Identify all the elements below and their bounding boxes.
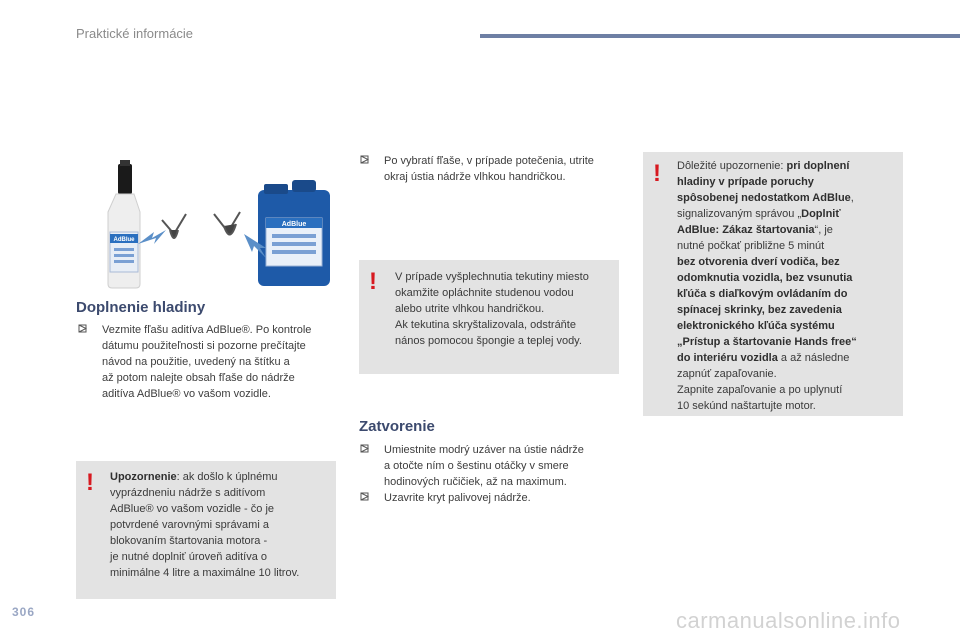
- important-line: Dôležité upozornenie: pri doplnení: [677, 160, 850, 172]
- important-line: „Prístup a štartovanie Hands free“: [677, 336, 857, 348]
- warning-line: AdBlue® vo vašom vozidle - čo je: [110, 503, 275, 515]
- warning-box-right: [643, 152, 903, 416]
- warning-line: potvrdené varovnými správami a: [110, 519, 269, 531]
- wipe-step-bullet: [360, 153, 622, 187]
- important-line: bez otvorenia dverí vodiča, bez: [677, 256, 840, 268]
- important-line: do interiéru vozidla a až následne: [677, 352, 850, 364]
- header-accent-bar: [480, 34, 960, 38]
- wipe-line: Po vybratí fľaše, v prípade potečenia, utrite: [384, 155, 594, 167]
- spill-line: V prípade vyšplechnutia tekutiny miesto: [395, 271, 589, 283]
- adblue-canister-image: [258, 180, 330, 286]
- warning-line: blokovaním štartovania motora -: [110, 535, 268, 547]
- spill-line: okamžite opláchnite studenou vodou: [395, 287, 574, 299]
- refill-line: aditíva AdBlue® vo vašom vozidle.: [102, 388, 271, 400]
- important-line: AdBlue: Zákaz štartovania“, je: [677, 224, 833, 236]
- arrow-bullet-icon: [360, 155, 369, 164]
- closing-section-title: Zatvorenie: [359, 418, 435, 435]
- spill-line: nános pomocou špongie a teplej vody.: [395, 335, 582, 347]
- closing-line: hodinových ručičiek, až na maximum.: [384, 476, 567, 488]
- filler-nozzle-icon: [162, 214, 186, 238]
- warning-box-middle: [359, 260, 619, 374]
- important-line: kľúča s diaľkovým ovládaním do: [677, 288, 848, 300]
- arrow-bullet-icon: [78, 324, 87, 333]
- closing-line: Uzavrite kryt palivovej nádrže.: [384, 492, 531, 504]
- adblue-bottle-image: [108, 160, 140, 288]
- important-line: zapnúť zapaľovanie.: [677, 368, 777, 380]
- wipe-line: okraj ústia nádrže vlhkou handričkou.: [384, 171, 566, 183]
- warning-exclamation-icon: !: [369, 268, 377, 295]
- important-line: Zapnite zapaľovanie a po uplynutí: [677, 384, 843, 396]
- warning-exclamation-icon: !: [653, 160, 661, 187]
- spill-line: alebo utrite vlhkou handričkou.: [395, 303, 545, 315]
- filler-nozzle-icon-2: [214, 212, 240, 235]
- spill-line: Ak tekutina skryštalizovala, odstráňte: [395, 319, 576, 331]
- closing-line: a otočte ním o šestinu otáčky v smere: [384, 460, 569, 472]
- important-line: 10 sekúnd naštartujte motor.: [677, 400, 816, 412]
- warning-line: je nutné doplniť úroveň aditíva o: [110, 551, 268, 563]
- canister-label: AdBlue: [281, 221, 307, 228]
- important-line: elektronického kľúča systému: [677, 320, 835, 332]
- warning-box-left: [76, 461, 336, 599]
- refill-section-title: Doplnenie hladiny: [76, 299, 206, 316]
- arrow-bullet-icon: [360, 444, 369, 453]
- closing-line: Umiestnite modrý uzáver na ústie nádrže: [384, 444, 584, 456]
- bottle-label: AdBlue: [113, 237, 135, 243]
- closing-step-bullet: [360, 442, 622, 492]
- warning-line: minimálne 4 litre a maximálne 10 litrov.: [110, 567, 300, 579]
- section-header: Praktické informácie: [76, 26, 194, 41]
- warning-exclamation-icon: !: [86, 469, 94, 496]
- important-line: odomknutia vozidla, bez vsunutia: [677, 272, 853, 284]
- page-number: 306: [12, 605, 36, 619]
- important-line: signalizovaným správou „Doplniť: [677, 208, 841, 220]
- refill-line: dátumu použiteľnosti si pozorne prečítajte: [102, 340, 306, 352]
- adblue-illustration: [96, 160, 336, 290]
- warning-line: vyprázdneniu nádrže s aditívom: [110, 487, 266, 499]
- refill-line: až potom nalejte obsah fľaše do nádrže: [102, 372, 295, 384]
- closing-step-bullet-2: [360, 490, 622, 508]
- watermark: carmanualsonline.info: [676, 608, 901, 633]
- important-line: hladiny v prípade poruchy: [677, 176, 814, 188]
- refill-step-bullet: [78, 322, 348, 406]
- important-line: spínacej skrinky, bez zavedenia: [677, 304, 842, 316]
- warning-line: Upozornenie: ak došlo k úplnému: [110, 471, 278, 483]
- arrow-bullet-icon: [360, 492, 369, 501]
- refill-line: Vezmite fľašu aditíva AdBlue®. Po kontrole: [102, 324, 312, 336]
- important-line: nutné počkať približne 5 minút: [677, 240, 825, 252]
- important-line: spôsobenej nedostatkom AdBlue,: [677, 192, 854, 204]
- refill-line: návod na použitie, uvedený na štítku a: [102, 356, 290, 368]
